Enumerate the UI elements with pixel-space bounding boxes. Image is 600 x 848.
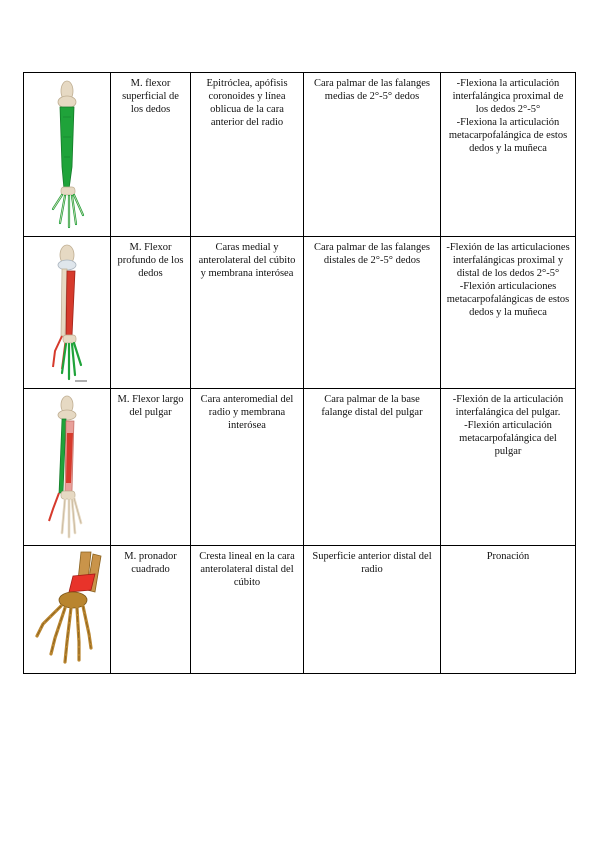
- pronator-quadratus-skeleton-illustration: [29, 550, 105, 672]
- forearm-flexor-profundus-illustration: [29, 241, 105, 387]
- origin-text: Cara anteromedial del radio y membrana interósea: [191, 389, 304, 546]
- origin-text: Epitróclea, apófisis coronoides y línea oblicua de la cara anterior del radio: [191, 73, 304, 237]
- action-text: [441, 546, 576, 674]
- muscle-name: M. Flexor largo del pulgar: [111, 389, 191, 546]
- origin-text: Caras medial y anterolateral del cúbito y membrana interósea: [191, 237, 304, 389]
- muscle-image-cell: [24, 237, 111, 389]
- muscle-name: M. Flexor profundo de los dedos: [111, 237, 191, 389]
- origin-text: Cresta lineal en la cara anterolateral distal del cúbito: [191, 546, 304, 674]
- muscle-image-cell: [24, 389, 111, 546]
- action-text: [441, 389, 576, 546]
- action-text: [441, 237, 576, 389]
- action-line: -Flexiona la articulación metacarpofalángica de estos dedos y la muñeca: [448, 117, 568, 154]
- muscle-image-cell: [24, 546, 111, 674]
- table-row: [24, 546, 576, 674]
- forearm-flexor-pollicis-longus-illustration: [29, 393, 105, 544]
- muscle-table: [23, 72, 576, 674]
- action-line: -Flexión articulaciones metacarpofalángicas de estos dedos y la muñeca: [446, 281, 570, 318]
- table-row: [24, 237, 576, 389]
- table-row: [24, 389, 576, 546]
- muscle-name: M. pronador cuadrado: [111, 546, 191, 674]
- forearm-flexor-superficialis-illustration: [29, 77, 105, 235]
- muscle-name: M. flexor superficial de los dedos: [111, 73, 191, 237]
- action-line: -Flexiona la articulación interfalángica proximal de los dedos 2°-5°: [452, 78, 564, 115]
- action-line: -Flexión de las articulaciones interfalángicas proximal y distal de los dedos 2°-5°: [446, 242, 570, 279]
- insertion-text: Cara palmar de las falanges distales de 2°-5° dedos: [304, 237, 441, 389]
- insertion-text: Superficie anterior distal del radio: [304, 546, 441, 674]
- action-text: [441, 73, 576, 237]
- action-line: Pronación: [486, 551, 530, 562]
- muscle-image-cell: [24, 73, 111, 237]
- action-line: -Flexión de la articulación interfalángica del pulgar.: [452, 394, 564, 418]
- insertion-text: Cara palmar de las falanges medias de 2°-5° dedos: [304, 73, 441, 237]
- insertion-text: Cara palmar de la base falange distal del pulgar: [304, 389, 441, 546]
- action-line: -Flexión articulación metacarpofalángica del pulgar: [459, 420, 557, 457]
- table-row: [24, 73, 576, 237]
